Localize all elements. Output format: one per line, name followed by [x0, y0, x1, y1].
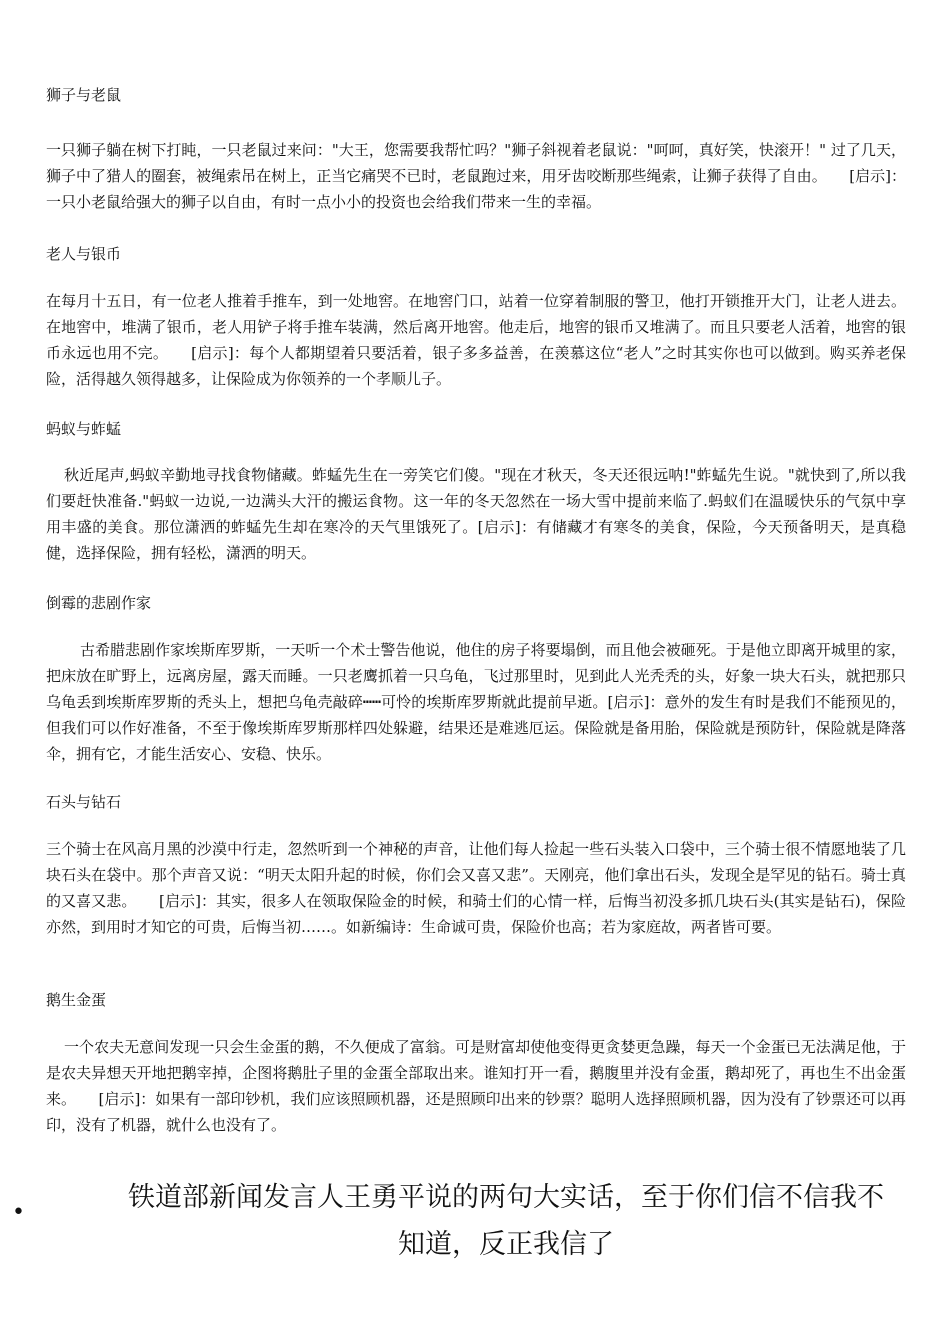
section-title-lion-mouse: 狮子与老鼠 [46, 86, 122, 104]
section-body-lion-mouse: 一只狮子躺在树下打盹，一只老鼠过来问："大王，您需要我帮忙吗？"狮子斜视着老鼠说："呵呵，真好笑，快滚开！" 过了几天，狮子中了猎人的圈套，被绳索吊在树上，正当它痛哭不已时，老鼠跑过来，用牙齿咬断那些绳索，让狮子获得了自由。 [启示]：一只小老鼠给强大的狮子以自由，有时一点小小的投资也会给我们带来一生的幸福。 [46, 141, 906, 211]
section-title-golden-egg: 鹅生金蛋 [46, 991, 107, 1009]
bullet-marker: • [12, 1200, 25, 1225]
section-body-unlucky-playwright: 古希腊悲剧作家埃斯库罗斯，一天听一个术士警告他说，他住的房子将要塌倒，而且他会被砸死。于是他立即离开城里的家，把床放在旷野上，远离房屋，露天而睡。一只老鹰抓着一只乌龟，飞过那里时，见到此人光秃秃的头，好象一块大石头，就把那只乌龟丢到埃斯库罗斯的秃头上，想把乌龟壳敲碎┅┅可怜的埃斯库罗斯就此提前早逝。[启示]：意外的发生有时是我们不能预见的，但我们可以作好准备，不至于像埃斯库罗斯那样四处躲避，结果还是难逃厄运。保险就是备用胎，保险就是预防针，保险就是降落伞，拥有它，才能生活安心、安稳、快乐。 [46, 641, 906, 763]
section-body-ant-grasshopper: 秋近尾声,蚂蚁辛勤地寻找食物储藏。蚱蜢先生在一旁笑它们傻。"现在才秋天，冬天还很远呐!"蚱蜢先生说。"就快到了,所以我们要赶快准备."蚂蚁一边说,一边满头大汗的搬运食物。这一年的冬天忽然在一场大雪中提前来临了.蚂蚁们在温暖快乐的气氛中享用丰盛的美食。那位潇洒的蚱蜢先生却在寒冷的天气里饿死了。[启示]：有储藏才有寒冬的美食，保险，今天预备明天，是真稳健，选择保险，拥有轻松，潇洒的明天。 [46, 466, 906, 562]
section-title-ant-grasshopper: 蚂蚁与蚱蜢 [46, 420, 122, 438]
section-body-old-man-coins: 在每月十五日，有一位老人推着手推车，到一处地窖。在地窖门口，站着一位穿着制服的警卫，他打开锁推开大门，让老人进去。在地窖中，堆满了银币，老人用铲子将手推车装满，然后离开地窖。他走后，地窖的银币又堆满了。而且只要老人活着，地窖的银币永远也用不完。 [启示]：每个人都期望着只要活着，银子多多益善，在羡慕这位“老人”之时其实你也可以做到。购买养老保险，活得越久领得越多，让保险成为你领养的一个孝顺儿子。 [46, 292, 906, 388]
callout-line-2: 知道，反正我信了 [398, 1229, 614, 1260]
callout-line-1: 铁道部新闻发言人王勇平说的两句大实话，至于你们信不信我不 [128, 1182, 884, 1213]
section-body-stone-diamond: 三个骑士在风高月黑的沙漠中行走，忽然听到一个神秘的声音，让他们每人捡起一些石头装入口袋中，三个骑士很不情愿地装了几块石头在袋中。那个声音又说：“明天太阳升起的时候，你们会又喜又悲”。天刚亮，他们拿出石头，发现全是罕见的钻石。骑士真的又喜又悲。 [启示]：其实，很多人在领取保险金的时候，和骑士们的心情一样，后悔当初没多抓几块石头(其实是钻石)，保险亦然，到用时才知它的可贵，后悔当初……。如新编诗：生命诚可贵，保险价也高；若为家庭故，两者皆可要。 [46, 840, 906, 936]
section-body-golden-egg: 一个农夫无意间发现一只会生金蛋的鹅，不久便成了富翁。可是财富却使他变得更贪婪更急躁，每天一个金蛋已无法满足他，于是农夫异想天开地把鹅宰掉，企图将鹅肚子里的金蛋全部取出来。谁知打开一看，鹅腹里并没有金蛋，鹅却死了，再也生不出金蛋来。 [启示]：如果有一部印钞机，我们应该照顾机器，还是照顾印出来的钞票？聪明人选择照顾机器，因为没有了钞票还可以再印，没有了机器，就什么也没有了。 [46, 1038, 906, 1134]
section-title-stone-diamond: 石头与钻石 [46, 793, 122, 811]
section-title-old-man-coins: 老人与银币 [46, 245, 122, 263]
section-title-unlucky-playwright: 倒霉的悲剧作家 [46, 594, 152, 612]
